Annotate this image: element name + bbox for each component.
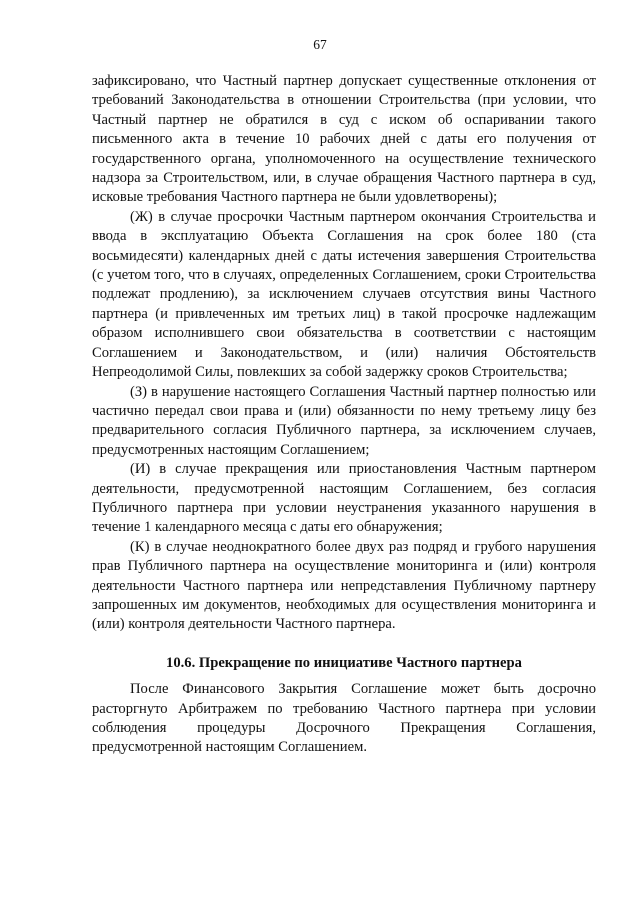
paragraph-item-z: (З) в нарушение настоящего Соглашения Частный партнер полностью или частично передал свои права и (или) обязанности по нему третьему лицу без предварительного согласия Публичного партнера, за исключением случаев, предусмотренных настоящим Соглашением; <box>92 383 596 458</box>
section-heading: 10.6. Прекращение по инициативе Частного партнера <box>166 654 522 671</box>
section-paragraph: После Финансового Закрытия Соглашение может быть досрочно расторгнуто Арбитражем по требованию Частного партнера при условии соблюдения процедуры Досрочного Прекращения Соглашения, предусмотренной настоящим Соглашением. <box>92 681 596 756</box>
paragraph-item-k: (К) в случае неоднократного более двух раз подряд и грубого нарушения прав Публичного партнера на осуществление мониторинга и (или) контроля деятельности Частного партнера или непредставления Публичному партнеру запрошенных им документов, необходимых для осуществления мониторинга и (или) контроля деятельности Частного партнера. <box>92 538 596 633</box>
paragraph-continuation: зафиксировано, что Частный партнер допускает существенные отклонения от требований Законодательства в отношении Строительства (при условии, что Частный партнер не обратился в суд с иском об оспаривании такого письменного акта в течение 10 рабочих дней с даты его получения от государственного органа, уполномоченного на осуществление технического надзора за Строительством, или, в случае обращения Частного партнера в суд, исковые требования Частного партнера не были удовлетворены); <box>92 73 596 206</box>
paragraph-item-zh: (Ж) в случае просрочки Частным партнером окончания Строительства и ввода в эксплуатацию Объекта Соглашения на срок более 180 (ста восьмидесяти) календарных дней с даты истечения завершения Строительства (с учетом того, что в случаях, определенных Соглашением, сроки Строительства подлежат продлению), за исключением случаев отсутствия вины Частного партнера (и привлеченных им третьих лиц) в такой просрочке надлежащим образом исполнившего свои обязательства в соответствии с настоящим Соглашением и Законодательством, и (или) наличия Обстоятельств Непреодолимой Силы, повлекших за собой задержку сроков Строительства; <box>92 208 596 381</box>
document-body <box>92 72 596 758</box>
paragraph-item-i: (И) в случае прекращения или приостановления Частным партнером деятельности, предусмотренной настоящим Соглашением, без согласия Публичного партнера при условии неустранения указанного нарушения в течение 1 календарного месяца с даты его обнаружения; <box>92 461 596 536</box>
page-number: 67 <box>313 37 327 52</box>
